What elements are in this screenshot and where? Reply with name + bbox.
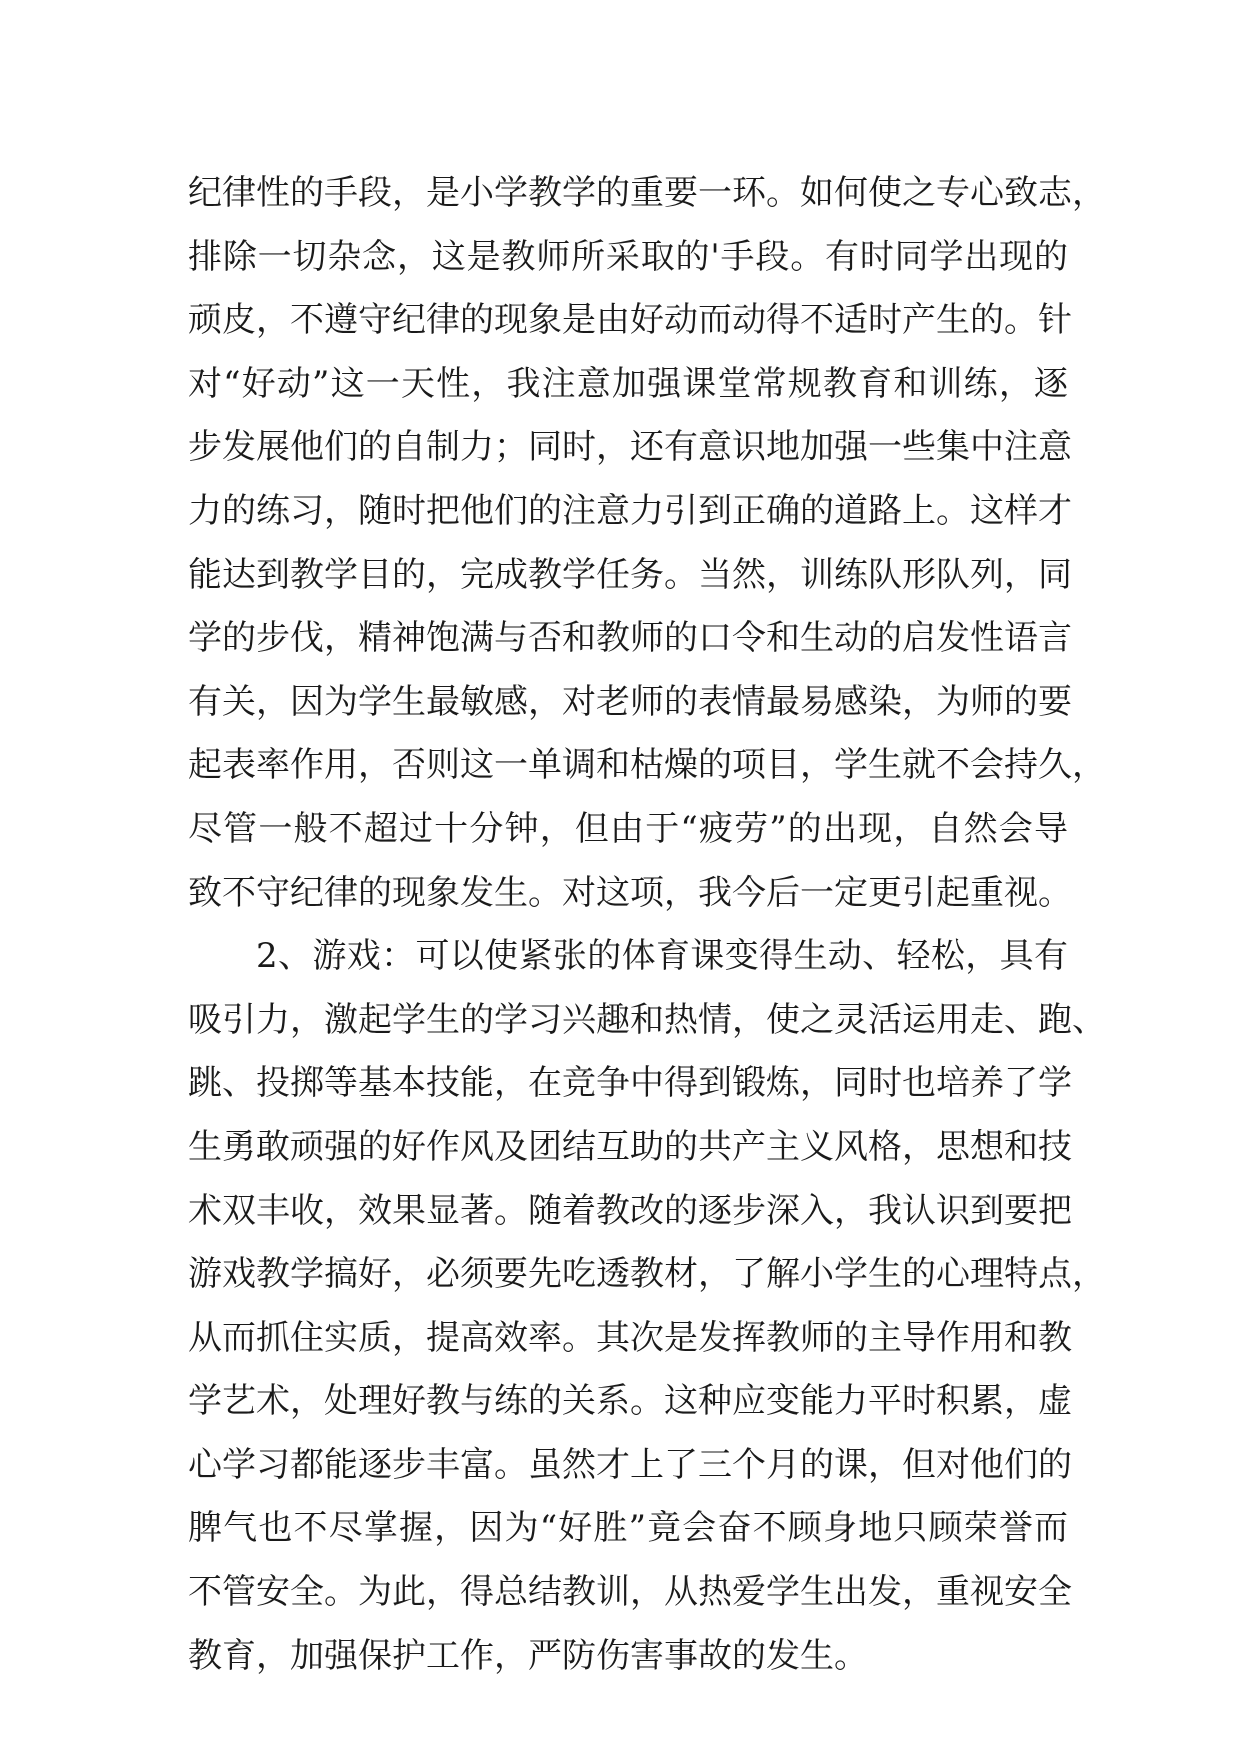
text-line: 起表率作用，否则这一单调和枯燥的项目，学生就不会持久， [188,745,1106,786]
text-line: 排除一切杂念，这是教师所采取的'手段。有时同学出现的 [188,236,1068,277]
text-line: 能达到教学目的，完成教学任务。当然，训练队形队列，同 [188,554,1072,595]
text-line: 吸引力，激起学生的学习兴趣和热情，使之灵活运用走、跑、 [188,999,1106,1040]
paragraph-start-line: 2、游戏：可以使紧张的体育课变得生动、轻松，具有 [256,936,1068,977]
body-text [188,162,1106,1688]
paragraph-end-line: 教育，加强保护工作，严防伤害事故的发生。 [188,1635,868,1676]
text-line: 心学习都能逐步丰富。虽然才上了三个月的课，但对他们的 [188,1444,1072,1485]
text-line: 步发展他们的自制力；同时，还有意识地加强一些集中注意 [188,427,1072,468]
text-line: 纪律性的手段，是小学教学的重要一环。如何使之专心致志， [188,173,1106,213]
text-line: 从而抓住实质，提高效率。其次是发挥教师的主导作用和教 [188,1317,1072,1358]
text-line: 学的步伐，精神饱满与否和教师的口令和生动的启发性语言 [188,618,1072,659]
text-line: 跳、投掷等基本技能，在竞争中得到锻炼，同时也培养了学 [188,1063,1072,1104]
text-line: 力的练习，随时把他们的注意力引到正确的道路上。这样才 [188,490,1072,531]
text-line: 不管安全。为此，得总结教训，从热爱学生出发，重视安全 [188,1572,1072,1613]
text-line: 顽皮，不遵守纪律的现象是由好动而动得不适时产生的。针 [188,300,1072,341]
text-line: 尽管一般不超过十分钟，但由于“疲劳”的出现，自然会导 [188,808,1068,849]
text-line: 脾气也不尽掌握，因为“好胜”竟会奋不顾身地只顾荣誉而 [188,1508,1068,1549]
text-line: 对“好动”这一天性，我注意加强课堂常规教育和训练，逐 [188,363,1068,404]
text-line: 致不守纪律的现象发生。对这项，我今后一定更引起重视。 [188,872,1072,913]
text-line: 学艺术，处理好教与练的关系。这种应变能力平时积累，虚 [188,1381,1072,1422]
text-line: 游戏教学搞好，必须要先吃透教材，了解小学生的心理特点， [188,1254,1106,1295]
text-line: 有关，因为学生最敏感，对老师的表情最易感染，为师的要 [188,681,1072,722]
text-line: 生勇敢顽强的好作风及团结互助的共产主义风格，思想和技 [188,1126,1072,1167]
text-line: 术双丰收，效果显著。随着教改的逐步深入，我认识到要把 [188,1190,1072,1231]
